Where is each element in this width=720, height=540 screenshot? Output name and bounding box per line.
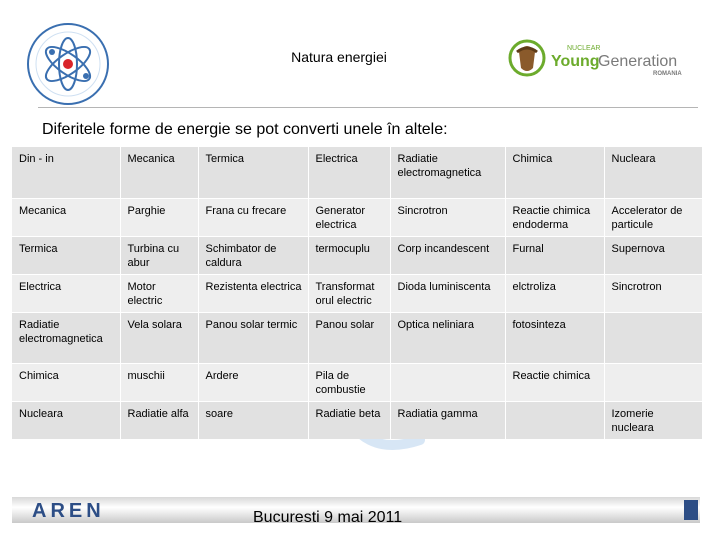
column-header: Din - in	[12, 147, 120, 199]
table-cell: Izomerie nucleara	[604, 402, 702, 440]
table-cell	[390, 364, 505, 402]
table-cell: Transformat orul electric	[308, 275, 390, 313]
table-cell: Rezistenta electrica	[198, 275, 308, 313]
young-generation-logo	[505, 28, 685, 88]
table-cell: Nucleara	[12, 402, 120, 440]
column-header: Electrica	[308, 147, 390, 199]
table-row	[12, 402, 702, 440]
footer-accent	[684, 500, 698, 520]
table-cell: Frana cu frecare	[198, 199, 308, 237]
table-cell: Radiatie electromagnetica	[12, 313, 120, 364]
column-header: Nucleara	[604, 147, 702, 199]
table-row	[12, 313, 702, 364]
table-cell: Parghie	[120, 199, 198, 237]
energy-conversion-table	[12, 147, 702, 439]
table-cell: Furnal	[505, 237, 604, 275]
table-cell: Chimica	[12, 364, 120, 402]
table-cell: Motor electric	[120, 275, 198, 313]
logo-young-text: Young	[551, 53, 600, 70]
table-cell: Reactie chimica	[505, 364, 604, 402]
column-header: Termica	[198, 147, 308, 199]
column-header: Radiatie electromagnetica	[390, 147, 505, 199]
table-cell: termocuplu	[308, 237, 390, 275]
table-cell	[505, 402, 604, 440]
table-cell: Radiatie beta	[308, 402, 390, 440]
table-cell: Turbina cu abur	[120, 237, 198, 275]
table-row	[12, 237, 702, 275]
column-header: Chimica	[505, 147, 604, 199]
aren-logo	[32, 501, 136, 519]
table-cell: Reactie chimica endoderma	[505, 199, 604, 237]
table-row	[12, 275, 702, 313]
table-cell	[604, 313, 702, 364]
table-cell: Schimbator de caldura	[198, 237, 308, 275]
table-row	[12, 364, 702, 402]
table-row	[12, 199, 702, 237]
table-cell: Panou solar termic	[198, 313, 308, 364]
table-cell: Dioda luminiscenta	[390, 275, 505, 313]
subtitle: Diferitele forme de energie se pot converti unele în altele:	[42, 121, 448, 138]
table-cell: muschii	[120, 364, 198, 402]
table-cell: Corp incandescent	[390, 237, 505, 275]
logo-nuclear-text: NUCLEAR	[567, 45, 601, 52]
table-cell: Ardere	[198, 364, 308, 402]
table-cell: Optica neliniara	[390, 313, 505, 364]
table-cell: Supernova	[604, 237, 702, 275]
table-cell	[604, 364, 702, 402]
table-cell: Generator electrica	[308, 199, 390, 237]
page-title: Natura energiei	[291, 49, 387, 65]
table-cell: Panou solar	[308, 313, 390, 364]
logo-romania-text: ROMANIA	[653, 71, 682, 77]
column-header: Mecanica	[120, 147, 198, 199]
table-cell: Sincrotron	[390, 199, 505, 237]
table-cell: fotosinteza	[505, 313, 604, 364]
table-cell: Radiatia gamma	[390, 402, 505, 440]
table-cell: soare	[198, 402, 308, 440]
table-cell: Vela solara	[120, 313, 198, 364]
table-cell: Termica	[12, 237, 120, 275]
table-cell: Mecanica	[12, 199, 120, 237]
logo-generation-text: Generation	[598, 53, 678, 70]
header-divider	[38, 107, 698, 108]
table-cell: Sincrotron	[604, 275, 702, 313]
table-cell: Pila de combustie	[308, 364, 390, 402]
table-cell: Accelerator de particule	[604, 199, 702, 237]
table-header-row	[12, 147, 702, 199]
table-cell: Electrica	[12, 275, 120, 313]
table-cell: Radiatie alfa	[120, 402, 198, 440]
footer-text: Bucuresti 9 mai 2011	[253, 509, 403, 526]
table-cell: elctroliza	[505, 275, 604, 313]
aren-logo-text: AREN	[32, 501, 105, 519]
